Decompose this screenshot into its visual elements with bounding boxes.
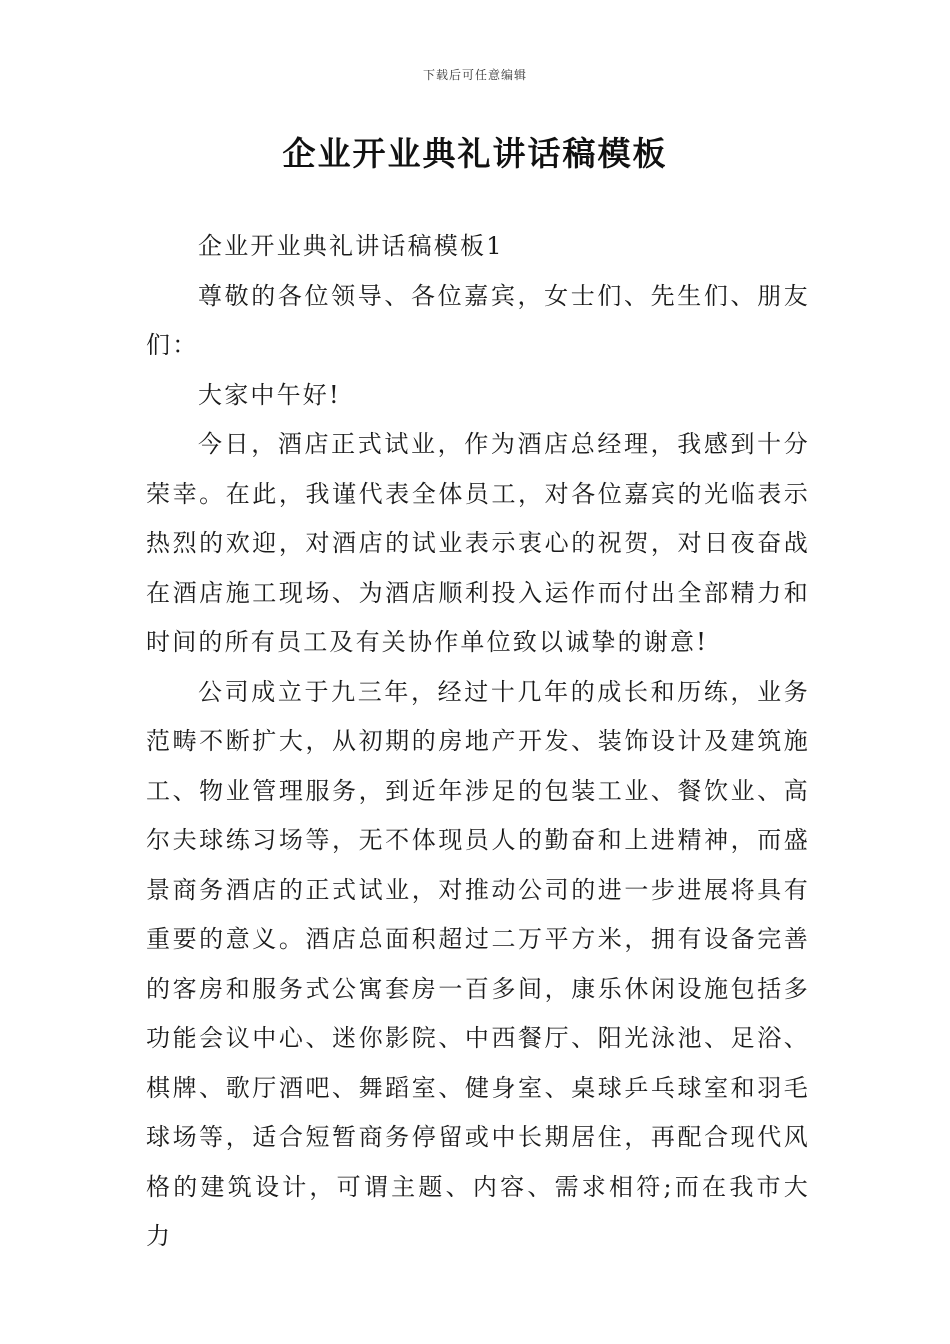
paragraph-greeting: 大家中午好!	[198, 380, 341, 409]
document-body	[146, 222, 810, 1262]
paragraph-subtitle: 企业开业典礼讲话稿模板1	[198, 232, 504, 260]
paragraph-opening: 今日，酒店正式试业，作为酒店总经理，我感到十分荣幸。在此，我谨代表全体员工，对各位嘉宾的光临表示热烈的欢迎，对酒店的试业表示衷心的祝贺，对日夜奋战在酒店施工现场、为酒店顺利投入运作而付出全部精力和时间的所有员工及有关协作单位致以诚挚的谢意!	[146, 430, 810, 656]
header-note: 下载后可任意编辑	[422, 68, 527, 82]
document-title: 企业开业典礼讲话稿模板	[282, 134, 668, 173]
paragraph-company-intro: 公司成立于九三年，经过十几年的成长和历练，业务范畴不断扩大，从初期的房地产开发、装饰设计及建筑施工、物业管理服务，到近年涉足的包装工业、餐饮业、高尔夫球练习场等，无不体现员人的勤奋和上进精神，而盛景商务酒店的正式试业，对推动公司的进一步进展将具有重要的意义。酒店总面积超过二万平方米，拥有设备完善的客房和服务式公寓套房一百多间，康乐休闲设施包括多功能会议中心、迷你影院、中西餐厅、阳光泳池、足浴、棋牌、歌厅酒吧、舞蹈室、健身室、桌球乒乓球室和羽毛球场等，适合短暂商务停留或中长期居住，再配合现代风格的建筑设计，可谓主题、内容、需求相符;而在我市大力	[146, 677, 810, 1250]
paragraph-salutation: 尊敬的各位领导、各位嘉宾，女士们、先生们、朋友们：	[146, 281, 810, 359]
